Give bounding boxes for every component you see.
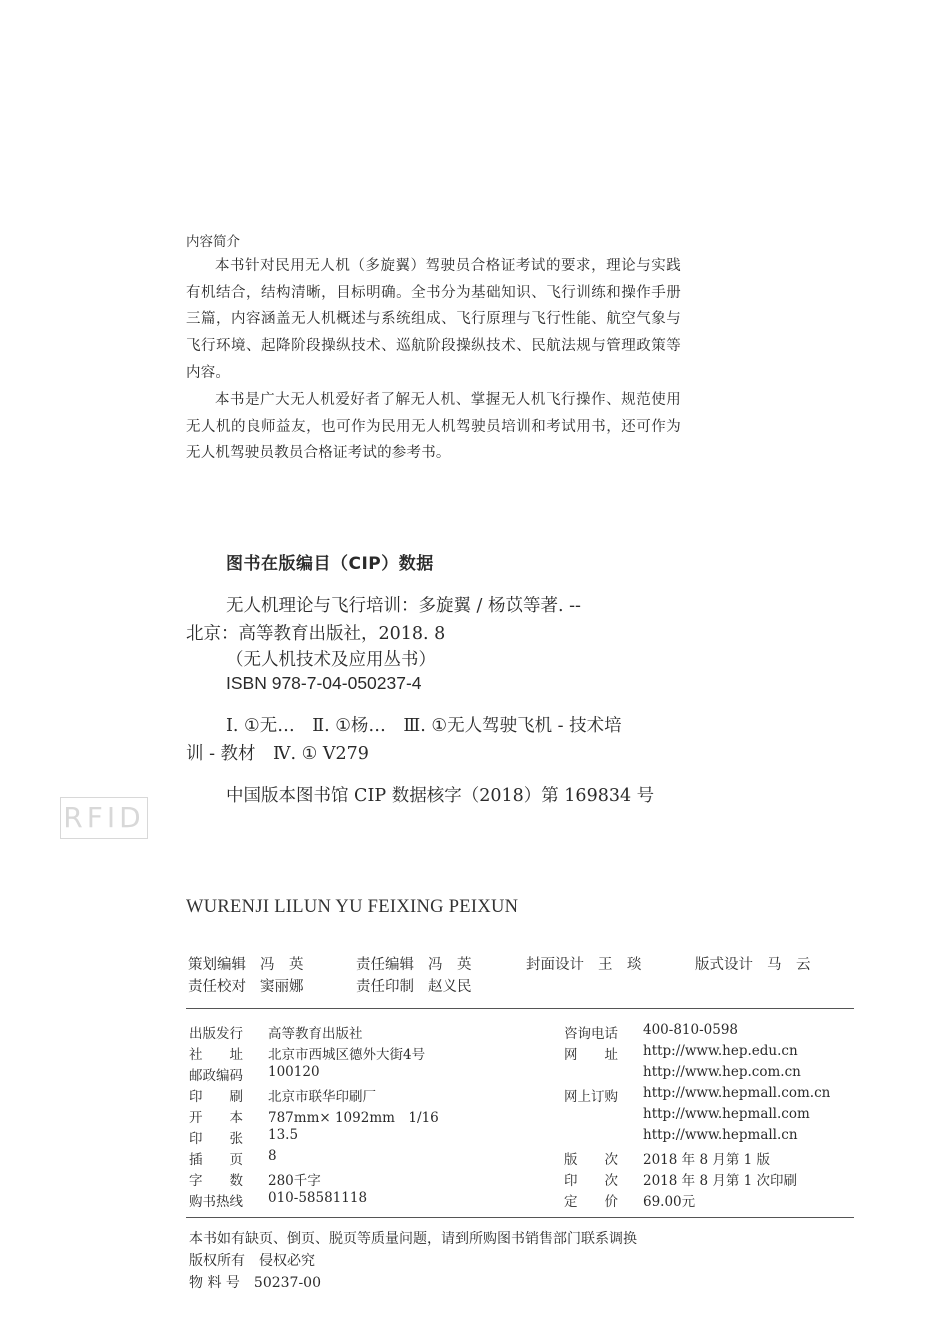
credit-label: 封面设计: [526, 957, 584, 973]
info-row: [189, 1148, 489, 1168]
info-label: 插 页: [189, 1152, 243, 1168]
credit-label: 责任校对: [188, 979, 246, 995]
info-row: [189, 1127, 489, 1147]
info-value: http://www.hep.com.cn: [643, 1064, 801, 1080]
cip-heading: 图书在版编目（CIP）数据: [226, 554, 434, 574]
info-label: 网上订购: [564, 1089, 618, 1105]
info-label: 社 址: [189, 1047, 243, 1063]
rights-label: 版权所有: [189, 1253, 245, 1269]
rfid-stamp: RFID: [60, 797, 148, 839]
credit-printing: [356, 975, 472, 996]
info-value: 北京市西城区德外大街4号: [268, 1047, 426, 1063]
cip-record-number: 中国版本图书馆 CIP 数据核字（2018）第 169834 号: [226, 786, 655, 806]
info-value: 2018 年 8 月第 1 版: [643, 1152, 770, 1168]
info-label: 开 本: [189, 1110, 243, 1126]
rights-value: 侵权必究: [259, 1253, 315, 1269]
info-row: [564, 1190, 864, 1210]
credit-value: 马 云: [767, 957, 811, 973]
credit-label: 版式设计: [695, 957, 753, 973]
credit-label: 责任编辑: [356, 957, 414, 973]
info-label: 网 址: [564, 1047, 618, 1063]
credit-value: 王 琰: [598, 957, 642, 973]
info-value: http://www.hep.edu.cn: [643, 1043, 798, 1059]
info-value: 13.5: [268, 1127, 299, 1143]
credit-cover-design: [526, 953, 642, 974]
info-value: http://www.hepmall.cn: [643, 1127, 798, 1143]
credit-label: 策划编辑: [188, 957, 246, 973]
divider: [186, 1008, 854, 1009]
publication-info-left: [189, 1022, 529, 1212]
info-label: 出版发行: [189, 1026, 243, 1042]
pinyin-title: WURENJI LILUN YU FEIXING PEIXUN: [186, 897, 519, 917]
info-value: 787mm× 1092mm 1/16: [268, 1110, 439, 1126]
info-value: 010-58581118: [268, 1190, 368, 1206]
quality-notice: 本书如有缺页、倒页、脱页等质量问题，请到所购图书销售部门联系调换: [189, 1231, 637, 1247]
material-label: 物 料 号: [189, 1275, 240, 1291]
info-value: 北京市联华印刷厂: [268, 1089, 376, 1105]
cip-subject-line-1: Ⅰ. ①无… Ⅱ. ①杨… Ⅲ. ①无人驾驶飞机 - 技术培: [226, 716, 622, 736]
info-value: 2018 年 8 月第 1 次印刷: [643, 1173, 797, 1189]
info-row: [189, 1064, 489, 1084]
info-value: 100120: [268, 1064, 320, 1080]
info-label: 咨询电话: [564, 1026, 618, 1042]
info-label: 版 次: [564, 1152, 618, 1168]
credit-proofreader: [188, 975, 304, 996]
info-value: 280千字: [268, 1173, 321, 1189]
divider: [186, 1217, 854, 1218]
summary-paragraph-2: 本书是广大无人机爱好者了解无人机、掌握无人机飞行操作、规范使用无人机的良师益友，也可作为民用无人机驾驶员培训和考试用书，还可作为无人机驾驶员教员合格证考试的参考书。: [186, 392, 681, 462]
credit-value: 赵义民: [428, 979, 472, 995]
info-row: [189, 1022, 489, 1042]
info-value: 8: [268, 1148, 277, 1164]
credit-value: 窦丽娜: [260, 979, 304, 995]
info-row: [564, 1064, 864, 1084]
credit-value: 冯 英: [428, 957, 472, 973]
cip-title-line: 无人机理论与飞行培训：多旋翼 / 杨苡等著. --: [226, 596, 581, 616]
info-value: 69.00元: [643, 1194, 696, 1210]
credit-label: 责任印制: [356, 979, 414, 995]
info-row: [564, 1085, 864, 1105]
info-value: http://www.hepmall.com: [643, 1106, 810, 1122]
info-row: [564, 1043, 864, 1063]
credit-planning-editor: [188, 953, 304, 974]
info-row: [189, 1106, 489, 1126]
info-label: 购书热线: [189, 1194, 243, 1210]
summary-paragraph-1: 本书针对民用无人机（多旋翼）驾驶员合格证考试的要求，理论与实践有机结合，结构清晰，目标明确。全书分为基础知识、飞行训练和操作手册三篇，内容涵盖无人机概述与系统组成、飞行原理与飞行性能、航空气象与飞行环境、起降阶段操纵技术、巡航阶段操纵技术、民航法规与管理政策等内容。: [186, 258, 681, 381]
info-row: [564, 1148, 864, 1168]
info-value: 400-810-0598: [643, 1022, 739, 1038]
material-value: 50237-00: [253, 1275, 321, 1291]
info-row: [564, 1169, 864, 1189]
cip-publisher-line: 北京：高等教育出版社，2018. 8: [186, 624, 446, 644]
info-row: [189, 1169, 489, 1189]
cip-subject-line-2: 训 - 教材 Ⅳ. ① V279: [186, 744, 369, 764]
info-row: [564, 1106, 864, 1126]
credit-responsible-editor: [356, 953, 472, 974]
info-label: 印 刷: [189, 1089, 243, 1105]
info-label: 印 张: [189, 1131, 243, 1147]
credit-layout-design: [695, 953, 811, 974]
info-label: 印 次: [564, 1173, 618, 1189]
rights-line: [189, 1250, 315, 1270]
publication-info-right: [564, 1022, 854, 1212]
material-number-line: [189, 1272, 321, 1292]
info-row: [564, 1022, 864, 1042]
info-label: 字 数: [189, 1173, 243, 1189]
cip-series-line: （无人机技术及应用丛书）: [226, 650, 436, 670]
info-value: 高等教育出版社: [268, 1026, 363, 1042]
info-label: 定 价: [564, 1194, 618, 1210]
credit-value: 冯 英: [260, 957, 304, 973]
info-row: [564, 1127, 864, 1147]
info-value: http://www.hepmall.com.cn: [643, 1085, 831, 1101]
summary-heading: 内容简介: [186, 234, 240, 250]
cip-isbn-line: ISBN 978-7-04-050237-4: [226, 673, 422, 693]
info-row: [189, 1190, 489, 1210]
info-label: 邮政编码: [189, 1068, 243, 1084]
info-row: [189, 1043, 489, 1063]
info-row: [189, 1085, 489, 1105]
